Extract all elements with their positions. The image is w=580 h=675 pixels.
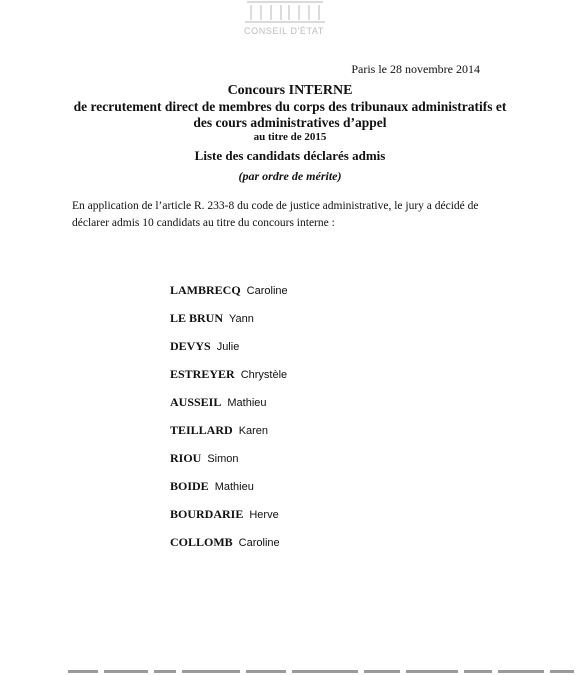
candidate-first-name: Simon [207, 453, 239, 465]
candidate-last-name: AUSSEIL [170, 395, 222, 409]
list-item [170, 311, 288, 339]
document-heading [0, 83, 580, 184]
heading-title: Concours INTERNE [227, 83, 353, 98]
candidate-first-name: Caroline [238, 537, 280, 549]
candidate-first-name: Caroline [246, 285, 288, 297]
candidate-last-name: RIOU [170, 451, 202, 465]
candidate-list [170, 283, 288, 563]
list-item [170, 507, 288, 535]
heading-line-3: des cours administratives d’appel [193, 115, 387, 130]
heading-year: au titre de 2015 [253, 131, 327, 143]
candidate-first-name: Julie [216, 341, 240, 353]
cropped-footer-text [68, 667, 578, 675]
list-title: Liste des candidats déclarés admis [194, 148, 386, 163]
list-item [170, 339, 288, 367]
list-item [170, 423, 288, 451]
candidate-last-name: DEVYS [170, 339, 211, 353]
logo-caption: CONSEIL D'ÉTAT [244, 26, 324, 36]
list-item [170, 479, 288, 507]
candidate-first-name: Karen [238, 425, 269, 437]
candidate-first-name: Mathieu [214, 481, 254, 493]
intro-paragraph: En application de l’article R. 233-8 du code de justice administrative, le jury a décidé de déclarer admis 10 candidats au titre du concours interne : [72, 200, 479, 229]
list-item [170, 283, 288, 311]
candidate-last-name: COLLOMB [170, 535, 233, 549]
candidate-last-name: TEILLARD [170, 423, 233, 437]
list-item [170, 535, 288, 563]
candidate-first-name: Chrystèle [240, 369, 288, 381]
candidate-first-name: Herve [249, 509, 279, 521]
list-item [170, 367, 288, 395]
candidate-last-name: LE BRUN [170, 311, 224, 325]
order-note: (par ordre de mérite) [238, 169, 342, 183]
candidate-first-name: Mathieu [227, 397, 267, 409]
document-date: Paris le 28 novembre 2014 [351, 62, 480, 76]
candidate-last-name: BOURDARIE [170, 507, 244, 521]
candidate-last-name: BOIDE [170, 479, 209, 493]
candidate-first-name: Yann [229, 313, 254, 325]
heading-line-2: de recrutement direct de membres du corps des tribunaux administratifs et [73, 99, 507, 114]
list-item [170, 395, 288, 423]
candidate-last-name: ESTREYER [170, 367, 235, 381]
list-item [170, 451, 288, 479]
candidate-last-name: LAMBRECQ [170, 283, 241, 297]
